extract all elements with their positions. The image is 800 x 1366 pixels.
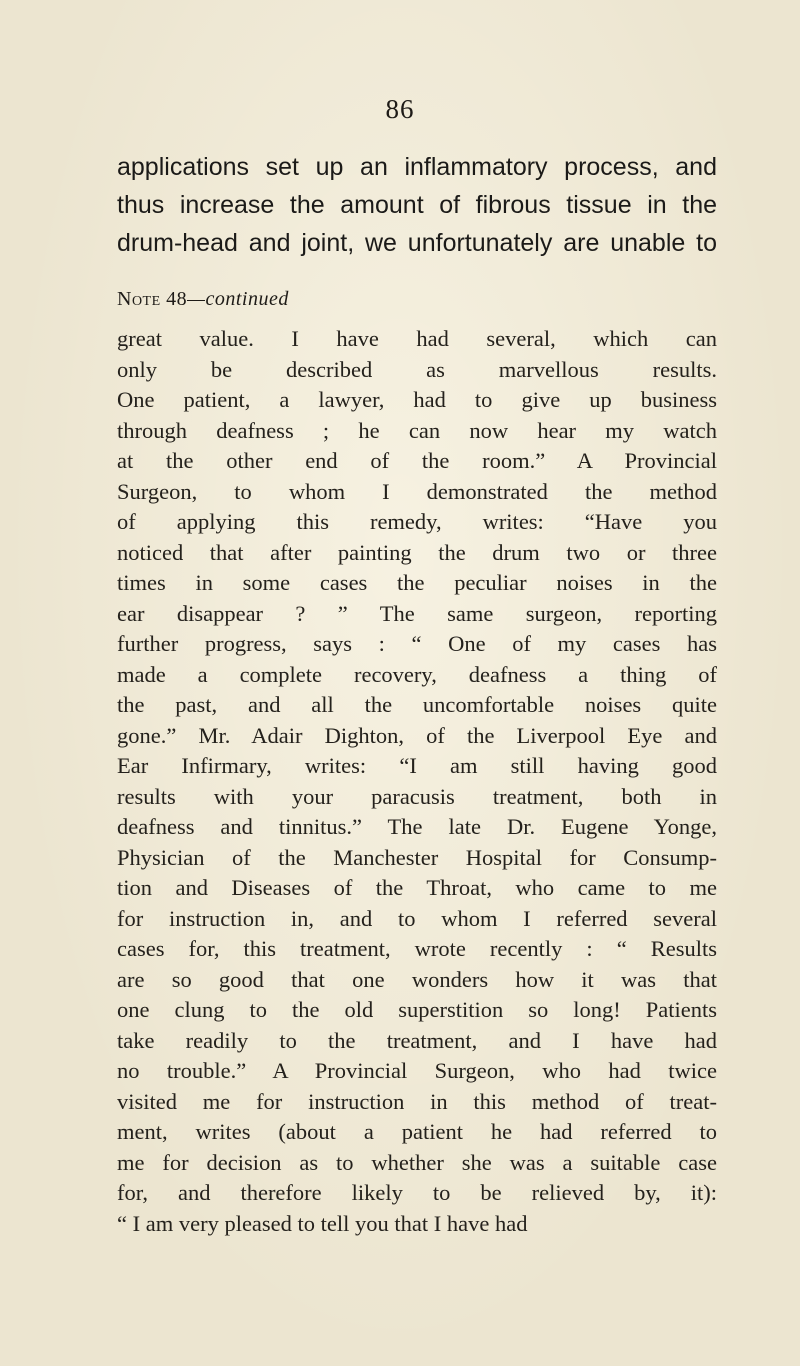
note-body-line: one clung to the old superstition so long! Patients — [117, 997, 717, 1022]
note-body-line: One patient, a lawyer, had to give up business — [117, 387, 717, 412]
note-body-line: are so good that one wonders how it was that — [117, 966, 717, 992]
note-body-line: results with your paracusis treatment, both in — [117, 783, 717, 809]
note-body-line: ment, writes (about a patient he had referred to — [117, 1119, 717, 1144]
note-body-line: ear disappear ? ” The same surgeon, reporting — [117, 600, 717, 626]
note-body-line: noticed that after painting the drum two or three — [117, 539, 717, 565]
note-body-line: no trouble.” A Provincial Surgeon, who had twice — [117, 1058, 717, 1083]
note-body-line: times in some cases the peculiar noises in the — [117, 570, 717, 595]
note-body-line: for, and therefore likely to be relieved by, it): — [117, 1180, 717, 1205]
top-paragraph-line: applications set up an inflammatory process, and — [117, 153, 717, 181]
top-paragraph — [117, 148, 717, 262]
top-paragraph-line: drum-head and joint, we unfortunately are unable to — [117, 229, 717, 257]
note-body-line: made a complete recovery, deafness a thing of — [117, 661, 717, 687]
note-body-line: gone.” Mr. Adair Dighton, of the Liverpool Eye and — [117, 722, 717, 748]
note-body-line: further progress, says : “ One of my cases has — [117, 631, 717, 656]
top-paragraph-line: thus increase the amount of fibrous tissue in the — [117, 191, 717, 219]
note-body-line: the past, and all the uncomfortable noises quite — [117, 692, 717, 717]
note-body-line: of applying this remedy, writes: “Have you — [117, 509, 717, 534]
note-body-line: me for decision as to whether she was a suitable case — [117, 1149, 717, 1175]
note-body-line: Surgeon, to whom I demonstrated the method — [117, 478, 717, 504]
note-body-line: take readily to the treatment, and I have had — [117, 1027, 717, 1053]
note-body-line: cases for, this treatment, wrote recently : “ Results — [117, 936, 717, 961]
note-body-line: for instruction in, and to whom I referred several — [117, 905, 717, 931]
note-heading — [117, 288, 289, 311]
note-body-line: through deafness ; he can now hear my watch — [117, 417, 717, 443]
note-body-line: Ear Infirmary, writes: “I am still having good — [117, 753, 717, 778]
note-continued: —continued — [187, 288, 289, 310]
page-number: 86 — [385, 94, 415, 124]
note-body-line: only be described as marvellous results. — [117, 356, 717, 382]
note-body-line: visited me for instruction in this method of treat- — [117, 1088, 717, 1114]
note-body — [117, 324, 717, 1239]
note-body-line: deafness and tinnitus.” The late Dr. Eugene Yonge, — [117, 814, 717, 839]
note-body-line: great value. I have had several, which can — [117, 326, 717, 351]
note-label: Note 48 — [117, 288, 188, 310]
note-body-line: “ I am very pleased to tell you that I have had — [117, 1210, 528, 1236]
note-body-line: at the other end of the room.” A Provincial — [117, 448, 717, 473]
note-body-line: tion and Diseases of the Throat, who came to me — [117, 875, 717, 900]
note-body-line: Physician of the Manchester Hospital for Consump- — [117, 844, 717, 870]
